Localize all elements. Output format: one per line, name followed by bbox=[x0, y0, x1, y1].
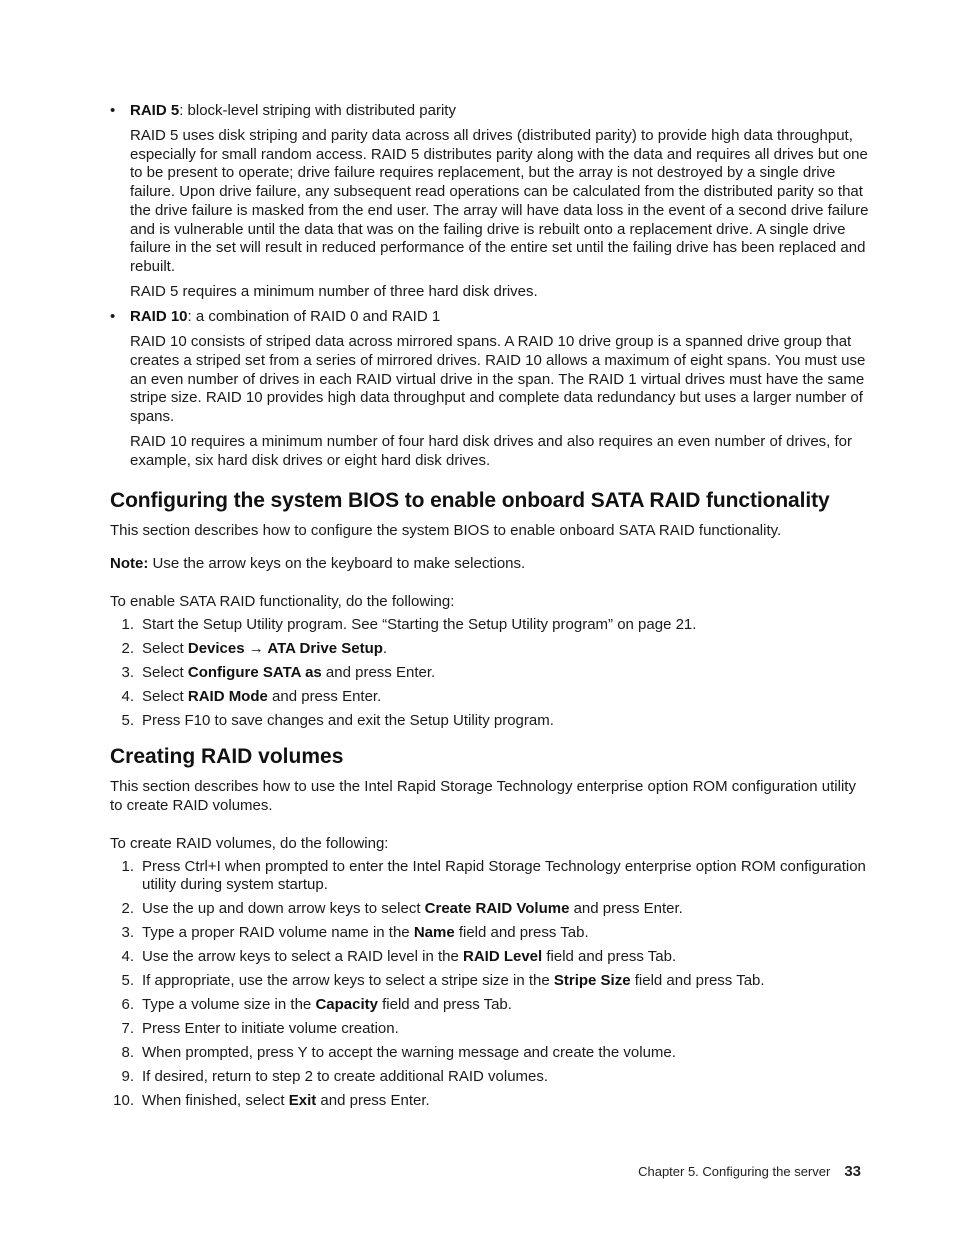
step-number: 2. bbox=[121, 900, 134, 918]
step-text: Use the arrow keys to select a RAID level in the bbox=[142, 948, 463, 966]
step-bold-term: Capacity bbox=[315, 996, 378, 1014]
step-text: Press F10 to save changes and exit the Setup Utility program. bbox=[142, 712, 554, 730]
raid5-requirement: RAID 5 requires a minimum number of three hard disk drives. bbox=[130, 282, 538, 300]
list-item bbox=[110, 1020, 870, 1038]
step-text-end: and press Enter. bbox=[321, 664, 436, 682]
step-number: 4. bbox=[121, 688, 134, 706]
step-text-end: field and press Tab. bbox=[454, 924, 589, 942]
step-text: When prompted, press Y to accept the warning message and create the volume. bbox=[142, 1044, 676, 1062]
bullet-icon: • bbox=[110, 308, 116, 326]
step-bold-term: Create RAID Volume bbox=[424, 900, 570, 918]
step-text: If appropriate, use the arrow keys to select a stripe size in the bbox=[142, 972, 554, 990]
list-item bbox=[110, 688, 870, 706]
list-item bbox=[110, 972, 870, 990]
step-number: 9. bbox=[121, 1068, 134, 1086]
step-text: Select bbox=[142, 664, 188, 682]
step-text: Type a volume size in the bbox=[142, 996, 316, 1014]
step-text: Use the up and down arrow keys to select bbox=[142, 900, 425, 918]
step-bold-term: Name bbox=[413, 924, 455, 942]
raid5-description: RAID 5 uses disk striping and parity data across all drives (distributed parity) to provide high data throughput, especially for small random access. RAID 5 distributes parity along with the data and requires all drives but one to be present to operate; drive failure requires replacement, but the array is not destroyed by a single drive failure. Upon drive failure, any subsequent read operations can be calculated from the distributed parity so that the drive failure is masked from the end user. The array will have data loss in the event of a second drive failure and is vulnerable until the data that was on the failing drive is rebuilt onto a replacement drive. A single drive failure in the set will result in reduced performance of the entire set until the failing drive has been replaced and rebuilt. bbox=[130, 127, 869, 275]
step-number: 5. bbox=[121, 712, 134, 730]
list-item bbox=[110, 616, 870, 634]
step-text: Press Enter to initiate volume creation. bbox=[142, 1020, 399, 1038]
step-text-end: and press Enter. bbox=[569, 900, 683, 918]
step-bold-term: RAID Level bbox=[462, 948, 543, 966]
step-bold-term: Stripe Size bbox=[553, 972, 631, 990]
step-bold-term: RAID Mode bbox=[187, 688, 268, 706]
step-text-end: field and press Tab. bbox=[630, 972, 765, 990]
step-number: 8. bbox=[121, 1044, 134, 1062]
step-number: 10. bbox=[113, 1092, 134, 1110]
step-text: Start the Setup Utility program. See “Starting the Setup Utility program” on page 21. bbox=[142, 616, 697, 634]
step-text: Press Ctrl+I when prompted to enter the Intel Rapid Storage Technology enterprise option ROM configuration utility during system startup. bbox=[142, 858, 866, 894]
list-item bbox=[110, 664, 870, 682]
raid10-label: RAID 10 bbox=[130, 308, 188, 326]
step-text: Select bbox=[142, 640, 188, 658]
raid5-heading bbox=[130, 101, 870, 121]
bios-section-heading: Configuring the system BIOS to enable onboard SATA RAID functionality bbox=[110, 489, 830, 513]
page-footer bbox=[638, 1163, 861, 1180]
step-number: 6. bbox=[121, 996, 134, 1014]
list-item bbox=[110, 712, 870, 730]
step-bold-term: Exit bbox=[288, 1092, 317, 1110]
step-text-end: and press Enter. bbox=[316, 1092, 430, 1110]
list-item bbox=[110, 948, 870, 966]
bios-steps-list bbox=[110, 616, 870, 730]
raid10-subtitle: : a combination of RAID 0 and RAID 1 bbox=[187, 308, 441, 326]
raid10-bullet bbox=[110, 307, 870, 470]
step-bold-term: Devices → ATA Drive Setup bbox=[187, 640, 383, 658]
step-number: 3. bbox=[121, 664, 134, 682]
raid5-subtitle: : block-level striping with distributed parity bbox=[179, 102, 456, 119]
raid5-label: RAID 5 bbox=[130, 102, 180, 119]
step-number: 7. bbox=[121, 1020, 134, 1038]
step-number: 5. bbox=[121, 972, 134, 990]
page-number: 33 bbox=[844, 1163, 861, 1180]
step-number: 4. bbox=[121, 948, 134, 966]
raid-volumes-description: This section describes how to use the Intel Rapid Storage Technology enterprise option ROM configuration utility to create RAID volumes. bbox=[110, 778, 856, 815]
raid10-description: RAID 10 consists of striped data across mirrored spans. A RAID 10 drive group is a spanned drive group that creates a striped set from a series of mirrored drives. RAID 10 allows a maximum of eight spans. You must use an even number of drives in each RAID virtual drive in the span. The RAID 1 virtual drives must have the same stripe size. RAID 10 provides high data throughput and complete data redundancy but uses a larger number of spans. bbox=[130, 333, 866, 426]
bios-steps-intro: To enable SATA RAID functionality, do the following: bbox=[110, 592, 455, 610]
step-text-end: field and press Tab. bbox=[377, 996, 512, 1014]
list-item bbox=[110, 1044, 870, 1062]
step-text-end: and press Enter. bbox=[267, 688, 382, 706]
raid-volumes-steps-intro: To create RAID volumes, do the following: bbox=[110, 834, 389, 852]
step-bold-term: Configure SATA as bbox=[187, 664, 322, 682]
step-text: Type a proper RAID volume name in the bbox=[142, 924, 414, 942]
footer-chapter: Chapter 5. Configuring the server bbox=[638, 1164, 831, 1179]
step-text-end: field and press Tab. bbox=[542, 948, 677, 966]
raid-volumes-heading: Creating RAID volumes bbox=[110, 745, 344, 769]
list-item bbox=[110, 924, 870, 942]
raid10-requirement: RAID 10 requires a minimum number of four hard disk drives and also requires an even number of drives, for example, six hard disk drives or eight hard disk drives. bbox=[130, 432, 852, 469]
note-label: Note: bbox=[110, 554, 149, 572]
raid10-heading bbox=[130, 307, 870, 327]
list-item bbox=[110, 900, 870, 918]
list-item bbox=[110, 640, 870, 658]
raid5-bullet bbox=[110, 101, 870, 301]
step-text-end: . bbox=[382, 640, 388, 658]
page-content bbox=[110, 101, 870, 1116]
step-number: 3. bbox=[121, 924, 134, 942]
note-paragraph bbox=[110, 555, 870, 574]
bios-section-description: This section describes how to configure the system BIOS to enable onboard SATA RAID functionality. bbox=[110, 522, 782, 540]
step-text: When finished, select bbox=[142, 1092, 289, 1110]
raid-volumes-steps-list bbox=[110, 858, 870, 1110]
note-text: Use the arrow keys on the keyboard to make selections. bbox=[148, 554, 526, 572]
step-text: If desired, return to step 2 to create additional RAID volumes. bbox=[142, 1068, 549, 1086]
bullet-icon: • bbox=[110, 102, 116, 119]
list-item bbox=[110, 858, 870, 894]
list-item bbox=[110, 996, 870, 1014]
step-text: Select bbox=[142, 688, 188, 706]
step-number: 1. bbox=[121, 858, 134, 876]
step-number: 2. bbox=[121, 640, 134, 658]
list-item bbox=[110, 1092, 870, 1110]
list-item bbox=[110, 1068, 870, 1086]
step-number: 1. bbox=[121, 616, 134, 634]
